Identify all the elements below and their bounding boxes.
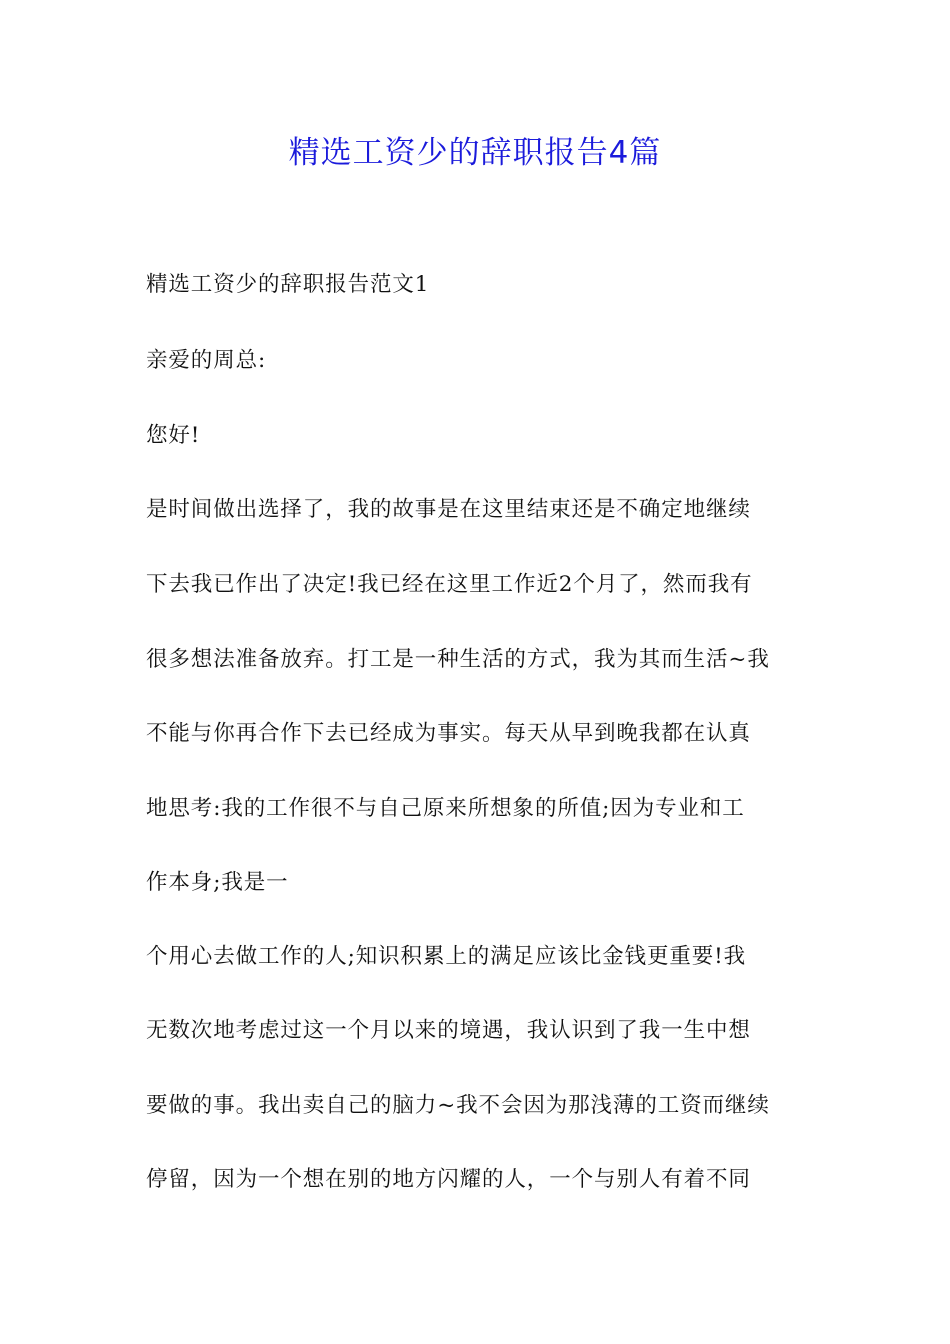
body-line: 不能与你再合作下去已经成为事实。每天从早到晚我都在认真 [146, 721, 751, 746]
body-line: 作本身;我是一 [146, 870, 289, 895]
body-line: 无数次地考虑过这一个月以来的境遇，我认识到了我一生中想 [146, 1018, 751, 1043]
salutation-line: 亲爱的周总: [146, 348, 267, 373]
body-line: 很多想法准备放弃。打工是一种生活的方式，我为其而生活~我 [146, 647, 770, 672]
body-line: 地思考:我的工作很不与自己原来所想象的所值;因为专业和工 [146, 796, 745, 821]
body-line: 下去我已作出了决定!我已经在这里工作近2个月了，然而我有 [146, 572, 753, 597]
document-title: 精选工资少的辞职报告4篇 [288, 135, 662, 171]
body-line: 要做的事。我出卖自己的脑力~我不会因为那浅薄的工资而继续 [146, 1093, 770, 1118]
greeting-line: 您好! [146, 423, 201, 448]
body-line: 是时间做出选择了，我的故事是在这里结束还是不确定地继续 [146, 497, 751, 522]
body-line: 个用心去做工作的人;知识积累上的满足应该比金钱更重要!我 [146, 944, 747, 969]
section-heading: 精选工资少的辞职报告范文1 [146, 272, 430, 297]
body-line: 停留，因为一个想在别的地方闪耀的人，一个与别人有着不同 [146, 1167, 751, 1192]
